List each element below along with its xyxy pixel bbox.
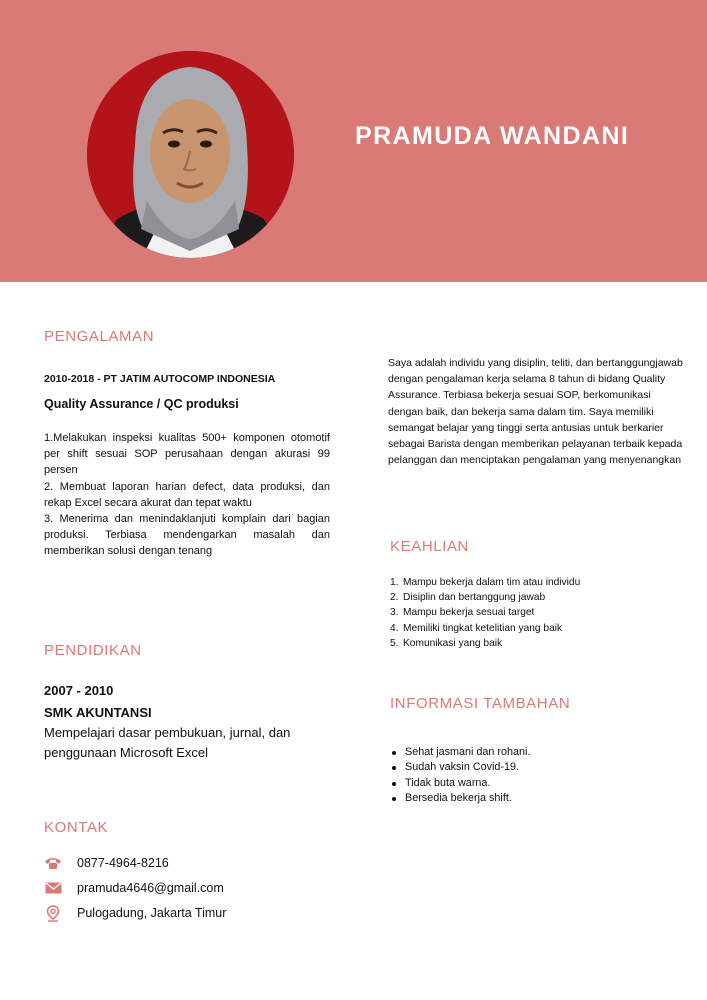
education-description: Mempelajari dasar pembukuan, jurnal, dan penggunaan Microsoft Excel (44, 725, 291, 760)
profile-photo-illustration (87, 51, 294, 258)
candidate-name: PRAMUDA WANDANI (355, 122, 630, 150)
contact-address: Pulogadung, Jakarta Timur (77, 906, 227, 920)
list-item: Sehat jasmani dan rohani. (390, 745, 690, 760)
list-item: 3. Mampu bekerja sesuai target (390, 607, 535, 619)
email-icon (44, 880, 62, 896)
education-school: SMK AKUNTANSI (44, 705, 152, 720)
bullet-icon (392, 782, 396, 786)
duty-item: 3. Menerima dan menindaklanjuti komplain dari bagian produksi. Terbiasa mendengarkan masalah dan memberikan solusi dengan tenang (44, 513, 330, 558)
additional-section-title: INFORMASI TAMBAHAN (390, 695, 571, 712)
contact-phone-row (44, 853, 169, 873)
experience-role: Quality Assurance / QC produksi (44, 397, 239, 411)
experience-section-title: PENGALAMAN (44, 328, 155, 345)
bullet-icon (392, 797, 396, 801)
contact-address-row (44, 903, 226, 923)
contact-section-title: KONTAK (44, 819, 109, 836)
skills-section-title: KEAHLIAN (390, 538, 469, 555)
bullet-icon (392, 751, 396, 755)
list-item: 4. Memiliki tingkat ketelitian yang baik (390, 622, 563, 634)
duty-item: 2. Membuat laporan harian defect, data produksi, dan rekap Excel secara akurat dan tepat waktu (44, 480, 330, 509)
list-item: Bersedia bekerja shift. (390, 791, 690, 806)
additional-list (390, 745, 690, 807)
profile-photo (87, 51, 294, 258)
contact-phone: 0877-4964-8216 (77, 856, 169, 870)
experience-period: 2010-2018 - PT JATIM AUTOCOMP INDONESIA (44, 373, 276, 385)
experience-duties (44, 430, 330, 560)
list-item: 2. Disiplin dan bertanggung jawab (390, 592, 546, 604)
bullet-icon (392, 766, 396, 770)
contact-email-row (44, 878, 224, 898)
education-section-title: PENDIDIKAN (44, 642, 142, 659)
list-item: 5. Komunikasi yang baik (390, 637, 503, 649)
location-pin-icon (44, 905, 62, 921)
phone-icon (44, 855, 62, 871)
duty-item: 1.Melakukan inspeksi kualitas 500+ komponen otomotif per shift sesuai SOP perusahaan dengan akurasi 99 persen (44, 432, 330, 477)
contact-email: pramuda4646@gmail.com (77, 881, 224, 895)
profile-summary: Saya adalah individu yang disiplin, teliti, dan bertanggungjawab dengan pengalaman kerja selama 8 tahun di bidang Quality Assurance. Terbiasa bekerja sesuai SOP, berkomunikasi dengan baik, dan bekerja sama dalam tim. Saya memiliki semangat belajar yang tinggi serta antusias untuk berkarier sebagai Barista dengan memberikan pelayanan terbaik kepada pelanggan dan menciptakan pengalaman yang menyenangkan (388, 357, 683, 467)
list-item: Tidak buta warna. (390, 776, 690, 791)
list-item: Sudah vaksin Covid-19. (390, 760, 690, 775)
education-period: 2007 - 2010 (44, 683, 114, 698)
list-item: 1. Mampu bekerja dalam tim atau individu (390, 577, 581, 588)
skills-list (390, 575, 690, 651)
